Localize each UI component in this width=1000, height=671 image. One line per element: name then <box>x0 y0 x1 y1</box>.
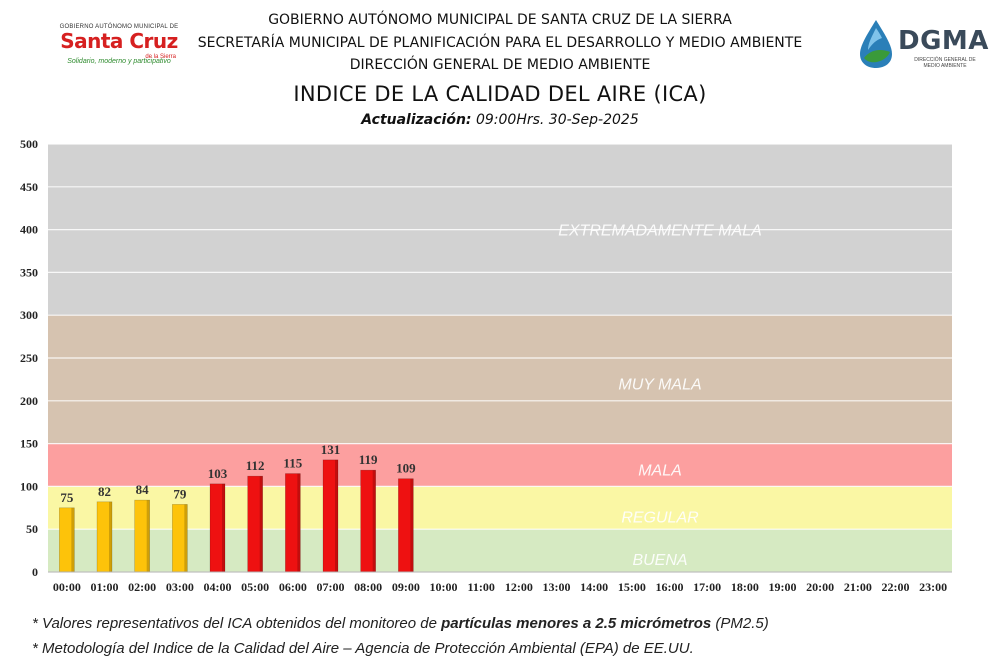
x-tick-label: 23:00 <box>919 580 948 594</box>
update-line <box>0 112 1000 128</box>
y-tick-label-100: 100 <box>20 479 38 494</box>
y-tick-label-0: 0 <box>32 565 38 579</box>
x-tick-label: 08:00 <box>354 580 383 594</box>
data-label: 103 <box>207 465 228 481</box>
chart-title: INDICE DE LA CALIDAD DEL AIRE (ICA) <box>293 82 707 106</box>
bar-shade <box>373 470 376 572</box>
data-label: 131 <box>320 441 341 457</box>
y-tick-label-450: 450 <box>20 179 38 194</box>
band-label-mala: MALA <box>638 462 682 480</box>
x-tick-label: 17:00 <box>693 580 722 594</box>
x-tick-label: 11:00 <box>467 580 495 594</box>
municipal-logo <box>56 24 182 80</box>
data-label: 79 <box>173 486 187 502</box>
data-label: 82 <box>98 483 111 499</box>
footnote-methodology-pm25 <box>32 615 769 632</box>
y-tick-label-350: 350 <box>20 265 38 280</box>
y-tick-label-50: 50 <box>26 522 38 537</box>
x-tick-label: 18:00 <box>730 580 759 594</box>
y-tick-label-250: 250 <box>20 351 38 365</box>
dgma-logo-text: DGMA <box>898 26 989 56</box>
municipal-logo-main-text: Santa Cruz <box>60 29 178 53</box>
footnote-epa: * Metodología del Indice de la Calidad del Aire – Agencia de Protección Ambiental (EPA) de EE.UU. <box>32 640 694 657</box>
data-label: 75 <box>60 489 74 505</box>
aqi-bar-chart <box>0 133 1000 603</box>
y-tick-label-400: 400 <box>20 222 38 237</box>
water-drop-icon <box>856 18 896 70</box>
bar-shade <box>260 476 263 572</box>
band-muy-mala <box>48 315 952 443</box>
x-tick-label: 10:00 <box>429 580 458 594</box>
bar-shade <box>222 484 225 572</box>
y-tick-label-200: 200 <box>20 393 38 408</box>
x-tick-label: 19:00 <box>768 580 797 594</box>
x-tick-label: 16:00 <box>655 580 684 594</box>
band-label-muy-mala: MUY MALA <box>618 376 702 394</box>
data-label: 112 <box>245 458 265 474</box>
bar-shade <box>147 500 150 572</box>
x-tick-label: 00:00 <box>52 580 81 594</box>
data-label: 115 <box>283 455 303 471</box>
bar-shade <box>109 502 112 572</box>
x-tick-label: 06:00 <box>278 580 307 594</box>
bar-shade <box>184 504 187 572</box>
update-value: 09:00Hrs. 30-Sep-2025 <box>475 112 639 128</box>
x-tick-label: 07:00 <box>316 580 345 594</box>
band-label-extremadamente-mala: EXTREMADAMENTE MALA <box>558 222 762 240</box>
bar-shade <box>410 479 413 572</box>
update-label: Actualización: <box>361 112 472 128</box>
x-tick-label: 01:00 <box>90 580 119 594</box>
x-tick-label: 15:00 <box>617 580 646 594</box>
band-label-regular: REGULAR <box>621 509 699 527</box>
municipal-logo-small-text: de la Sierra <box>145 54 176 60</box>
y-tick-label-500: 500 <box>20 137 38 151</box>
x-tick-label: 04:00 <box>203 580 232 594</box>
y-tick-label-300: 300 <box>20 308 38 323</box>
municipal-logo-slogan: Solidario, moderno y participativo <box>67 58 171 65</box>
footnote-1-text: * Valores representativos del ICA obtenidos del monitoreo de <box>32 615 442 632</box>
data-label: 109 <box>396 460 416 476</box>
x-tick-label: 13:00 <box>542 580 571 594</box>
y-tick-label-150: 150 <box>20 436 38 451</box>
x-tick-label: 22:00 <box>881 580 910 594</box>
footnote-1-end: (PM2.5) <box>711 615 769 632</box>
x-tick-label: 02:00 <box>128 580 157 594</box>
band-mala <box>48 441 952 487</box>
x-tick-label: 20:00 <box>806 580 835 594</box>
header-line-2: SECRETARÍA MUNICIPAL DE PLANIFICACIÓN PARA EL DESARROLLO Y MEDIO AMBIENTE <box>197 35 803 51</box>
bar-shade <box>71 508 74 572</box>
bar-shade <box>335 460 338 572</box>
municipal-logo-top-text: GOBIERNO AUTÓNOMO MUNICIPAL DE <box>59 24 179 30</box>
band-label-buena: BUENA <box>632 552 688 570</box>
data-label: 119 <box>358 452 378 468</box>
x-tick-label: 09:00 <box>391 580 420 594</box>
header-line-3: DIRECCIÓN GENERAL DE MEDIO AMBIENTE <box>349 57 651 73</box>
dgma-logo-subtext: DIRECCIÓN GENERAL DE MEDIO AMBIENTE <box>914 57 976 69</box>
footnote-1-bold: partículas menores a 2.5 micrómetros <box>441 615 712 632</box>
x-tick-label: 21:00 <box>843 580 872 594</box>
x-tick-label: 03:00 <box>165 580 194 594</box>
bar-shade <box>297 474 300 572</box>
dgma-logo <box>856 18 989 74</box>
x-tick-label: 05:00 <box>241 580 270 594</box>
header-line-1: GOBIERNO AUTÓNOMO MUNICIPAL DE SANTA CRUZ DE LA SIERRA <box>268 12 732 28</box>
data-label: 84 <box>135 482 149 498</box>
x-tick-label: 12:00 <box>504 580 533 594</box>
x-tick-label: 14:00 <box>580 580 609 594</box>
